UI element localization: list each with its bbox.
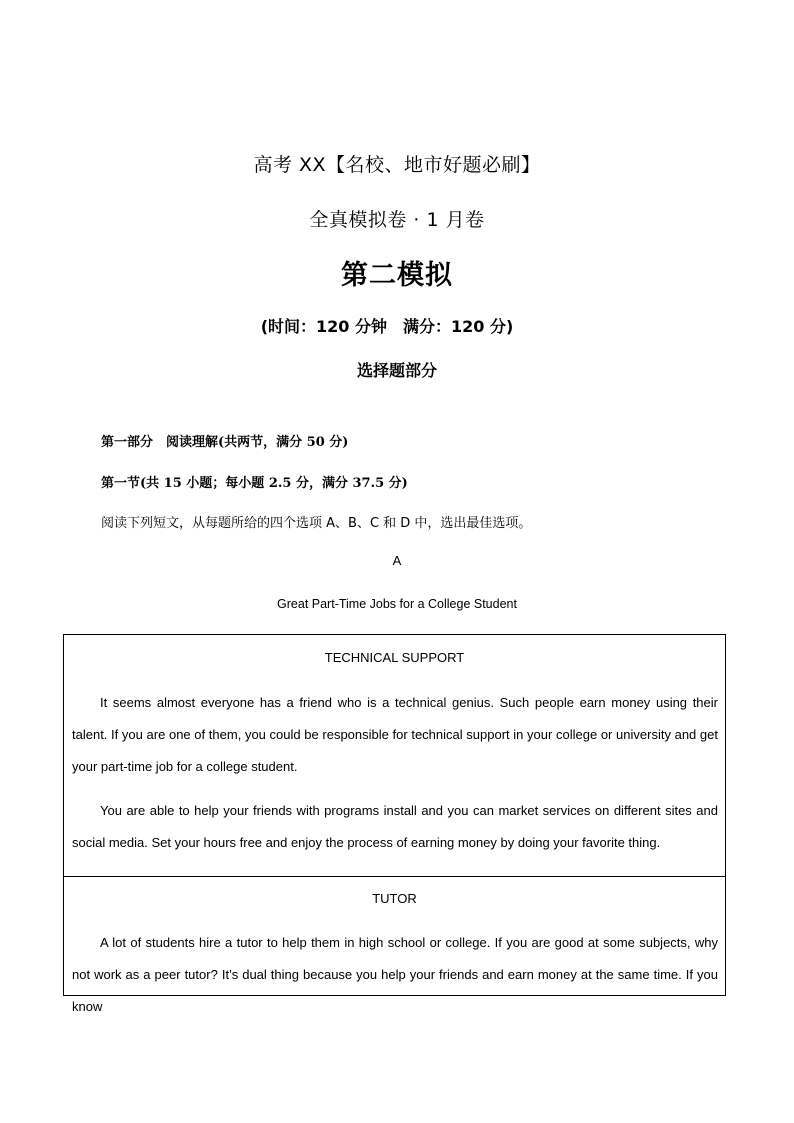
technical-support-paragraph-2: You are able to help your friends with programs install and you can market services on different sites and social media. Set your hours free and enjoy the process of earning money by doing your favorite thing.	[72, 803, 718, 850]
exam-name: 第二模拟	[341, 260, 453, 291]
passage-title: Great Part-Time Jobs for a College Student	[277, 597, 517, 611]
section-label: 选择题部分	[356, 361, 437, 380]
section-heading: 第一节(共 15 小题；每小题 2.5 分，满分 37.5 分)	[101, 476, 408, 491]
exam-subtitle: 全真模拟卷 · 1 月卷	[309, 209, 485, 231]
part-heading: 第一部分 阅读理解(共两节，满分 50 分)	[101, 435, 349, 450]
section-divider	[64, 876, 725, 877]
time-score-info: (时间：120 分钟 满分：120 分)	[260, 317, 514, 336]
tutor-paragraph-1: A lot of students hire a tutor to help them in high school or college. If you are good at some subjects, why not work as a peer tutor? It’s dual thing because you help your friends and earn money at the same time. If you know	[72, 935, 718, 1014]
passage-letter: A	[392, 553, 402, 568]
technical-support-paragraph-1: It seems almost everyone has a friend who is a technical genius. Such people earn money using their talent. If you are one of them, you could be responsible for technical support in your college or university and get your part-time job for a college student.	[72, 695, 718, 774]
tutor-heading: TUTOR	[372, 891, 417, 906]
instruction-text: 阅读下列短文，从每题所给的四个选项 A、B、C 和 D 中，选出最佳选项。	[101, 516, 532, 531]
passage-box	[63, 634, 726, 1014]
technical-support-heading: TECHNICAL SUPPORT	[324, 650, 465, 665]
exam-series-title: 高考 XX【名校、地市好题必刷】	[253, 154, 541, 176]
